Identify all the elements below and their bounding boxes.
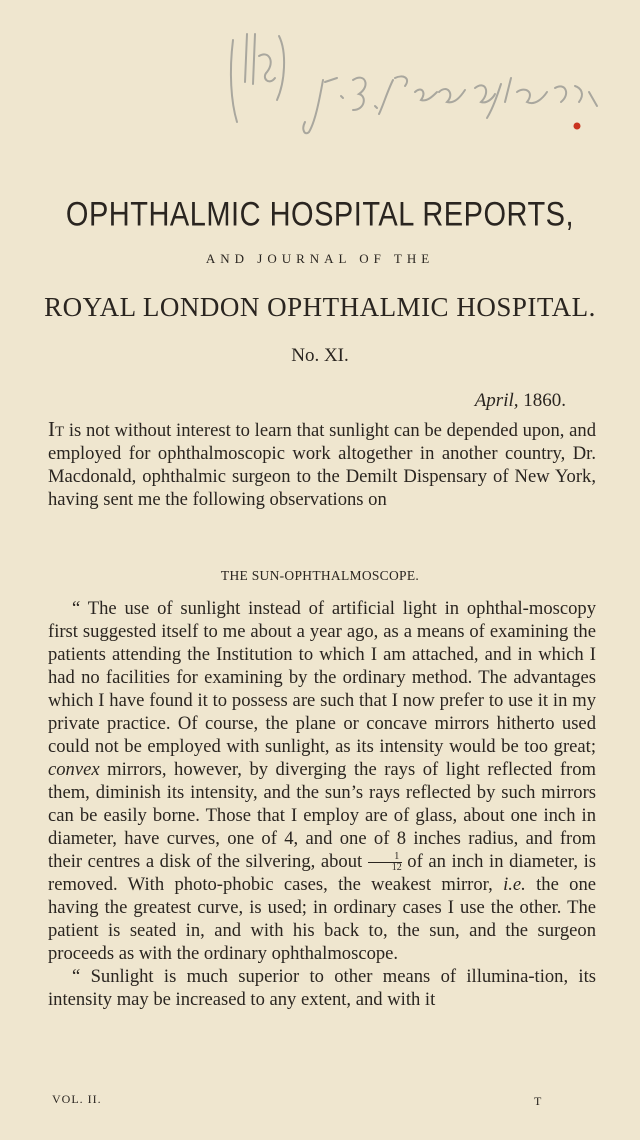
section-heading: THE SUN-OPHTHALMOSCOPE. bbox=[220, 568, 420, 583]
text-run: of an inch in diameter, is removed. With photo-phobic cases, the weakest mirror, bbox=[48, 851, 596, 896]
journal-title: OPHTHALMIC HOSPITAL REPORTS, bbox=[65, 196, 575, 234]
intro-first-word: It bbox=[48, 417, 65, 441]
volume-label: VOL. II. bbox=[52, 1092, 102, 1106]
dateline bbox=[475, 390, 566, 412]
institution-name: ROYAL LONDON OPHTHALMIC HOSPITAL. bbox=[44, 292, 596, 322]
issue-number: No. XI. bbox=[291, 345, 349, 366]
signature-mark: T bbox=[534, 1094, 542, 1108]
date-month: April, bbox=[474, 390, 519, 411]
italic-run: i.e. bbox=[503, 874, 526, 896]
journal-subtitle: AND JOURNAL OF THE bbox=[205, 251, 435, 266]
article-body bbox=[48, 597, 596, 1011]
date-year: 1860. bbox=[523, 390, 566, 411]
fraction bbox=[368, 852, 402, 873]
paragraph-1 bbox=[48, 597, 596, 965]
handwritten-annotation bbox=[225, 22, 615, 142]
text-run: the one having the greatest curve, is used; in ordinary cases I use the other. The patient is seated in, and with his back to, the sun, and the surgeon proceeds as with the ordinary ophthalmoscope. bbox=[48, 874, 596, 965]
italic-run: convex bbox=[48, 759, 100, 780]
fraction-numerator: 1 bbox=[368, 852, 402, 863]
paragraph-2: “ Sunlight is much superior to other means of illumina-tion, its intensity may be increased to any extent, and with it bbox=[48, 966, 596, 1011]
intro-text: is not without interest to learn that sunlight can be depended upon, and employed for ophthalmoscopic work altogether in another country, Dr. Macdonald, ophthalmic surgeon to the Demilt Dispensary of New York, having sent me the following observations on bbox=[48, 420, 596, 510]
text-run: mirrors, however, by diverging the rays of light reflected from them, diminish its intensity, and the sun’s rays reflected by such mirrors can be easily borne. Those that I employ are of glass, about one inch in diameter, have curves, one of 4, and one of 8 inches radius, and from their centres a disk of the silvering, about bbox=[48, 759, 596, 872]
intro-paragraph bbox=[48, 418, 596, 511]
fraction-denominator: 12 bbox=[391, 862, 402, 874]
text-run: “ The use of sunlight instead of artificial light in ophthal-moscopy first suggested itself to me about a year ago, as a means of examining the patients attending the Institution to which I am attached, and in which I had no facilities for examining by the ordinary method. The advantages which I have found it to possess are such that I now prefer to use it in my private practice. Of course, the plane or concave mirrors hitherto used could not be employed with sunlight, as its intensity would be too great; bbox=[48, 598, 596, 757]
